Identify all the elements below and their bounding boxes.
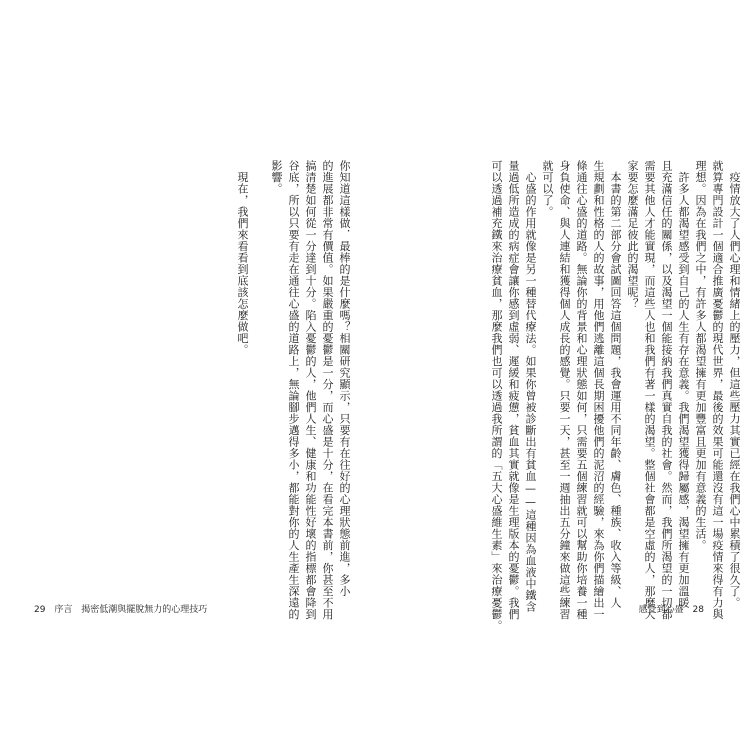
left-page-footer [28,602,207,615]
right-page-text-column: 許多人都渴望感受到自己的人生有存在意義。我們渴望獲得歸屬感，渴望擁有更加溫暖 [677,160,690,609]
left-footer-title: 揭密低潮與擺脫無力的心理技巧 [81,605,208,615]
left-page [150,160,351,620]
right-page-text-column: 心盛的作用就像是另一種替代療法。如果你曾被診斷出有貧血——這種因為血液中鐵含 [524,160,537,613]
right-page-text-column: 家要怎麼滿足彼此的渴望呢？ [626,160,639,310]
right-footer-title: 感受到心盛 [638,605,684,615]
left-page-number: 29 [34,605,46,615]
left-page-text-column: 現在，我們來看看到底該怎麼做吧。 [236,160,249,356]
right-page-text-column: 需要其他人才能實現，而這些人也和我們有著一樣的渴望。整個社會都是空虛的人，那麼大 [643,160,656,620]
right-page-text-column: 理想。因為在我們之中，有許多人都渴望擁有更加豐富且更加有意義的生活。 [694,160,707,551]
right-page-text-column: 可以透過補充鐵來治療貧血，那麼我們也可以透過我所謂的「五大心盛維生素」來治療憂鬱。 [490,160,503,632]
right-page-number: 28 [692,605,704,615]
left-footer-section: 序言 [54,605,73,615]
right-page-text-column: 就算專門設計一個適合推廣憂鬱的現代世界，最後的效果可能還沒有這一場疫情來得有力與 [711,160,724,620]
left-page-text-column: 你知道這樣做．最棒的是什麼嗎？相關研究顯示，只要有在往好的心理狀態前進，多小 [338,160,351,597]
right-page-text-column: 生規劃和性格的人的故事，用他們逃離這個長期困擾他們的泥沼的經驗，來為你們描繪出一 [592,160,605,620]
right-page-text-column: 身負使命、與人連結和獲得個人成長的感覺。只要一天，甚至一週抽出五分鐘來做這些練習 [558,160,571,620]
right-page-text-column: 本書的第二部分會試圖回答這個問題，我會運用不同年齡、膚色、種族、收入等級、人 [609,160,622,609]
right-page-footer [639,602,710,615]
left-page-text-column: 影響。 [270,160,283,195]
right-page-text-column: 疫情放大了人們心理和情緒上的壓力，但這些壓力其實已經在我們心中累積了很久了。 [728,160,741,609]
left-page-text-column: 的進展都非常有價值。如果嚴重的憂鬱是一分，而心盛是十分，在看完本書前，你甚至不用 [321,160,334,620]
right-page-text-column: 就可以了。 [541,160,554,218]
right-page-text-column: 條通往心盛的道路。無論你的背景和心理狀態如何，只需要五個練習就可以幫助你培養一種 [575,160,588,620]
left-page-text-column: 谷底，所以只要有走在通往心盛的道路上，無論腳步邁得多小，都能對你的人生產生深遠的 [287,160,300,620]
right-page-text-column: 量過低所造成的病症會讓你感到虛弱、遲緩和疲憊，貧血其實就像是生理版本的憂鬱。我們 [507,160,520,620]
right-page-text-column: 且充滿信任的關係，以及渴望一個能接納我們真實自我的社會。然而，我們所渴望的一切都 [660,160,673,620]
left-page-text-column: 搞清楚如何從一分達到十分。陷入憂鬱的人，他們人生、健康和功能性好壞的指標都會降到 [304,160,317,620]
